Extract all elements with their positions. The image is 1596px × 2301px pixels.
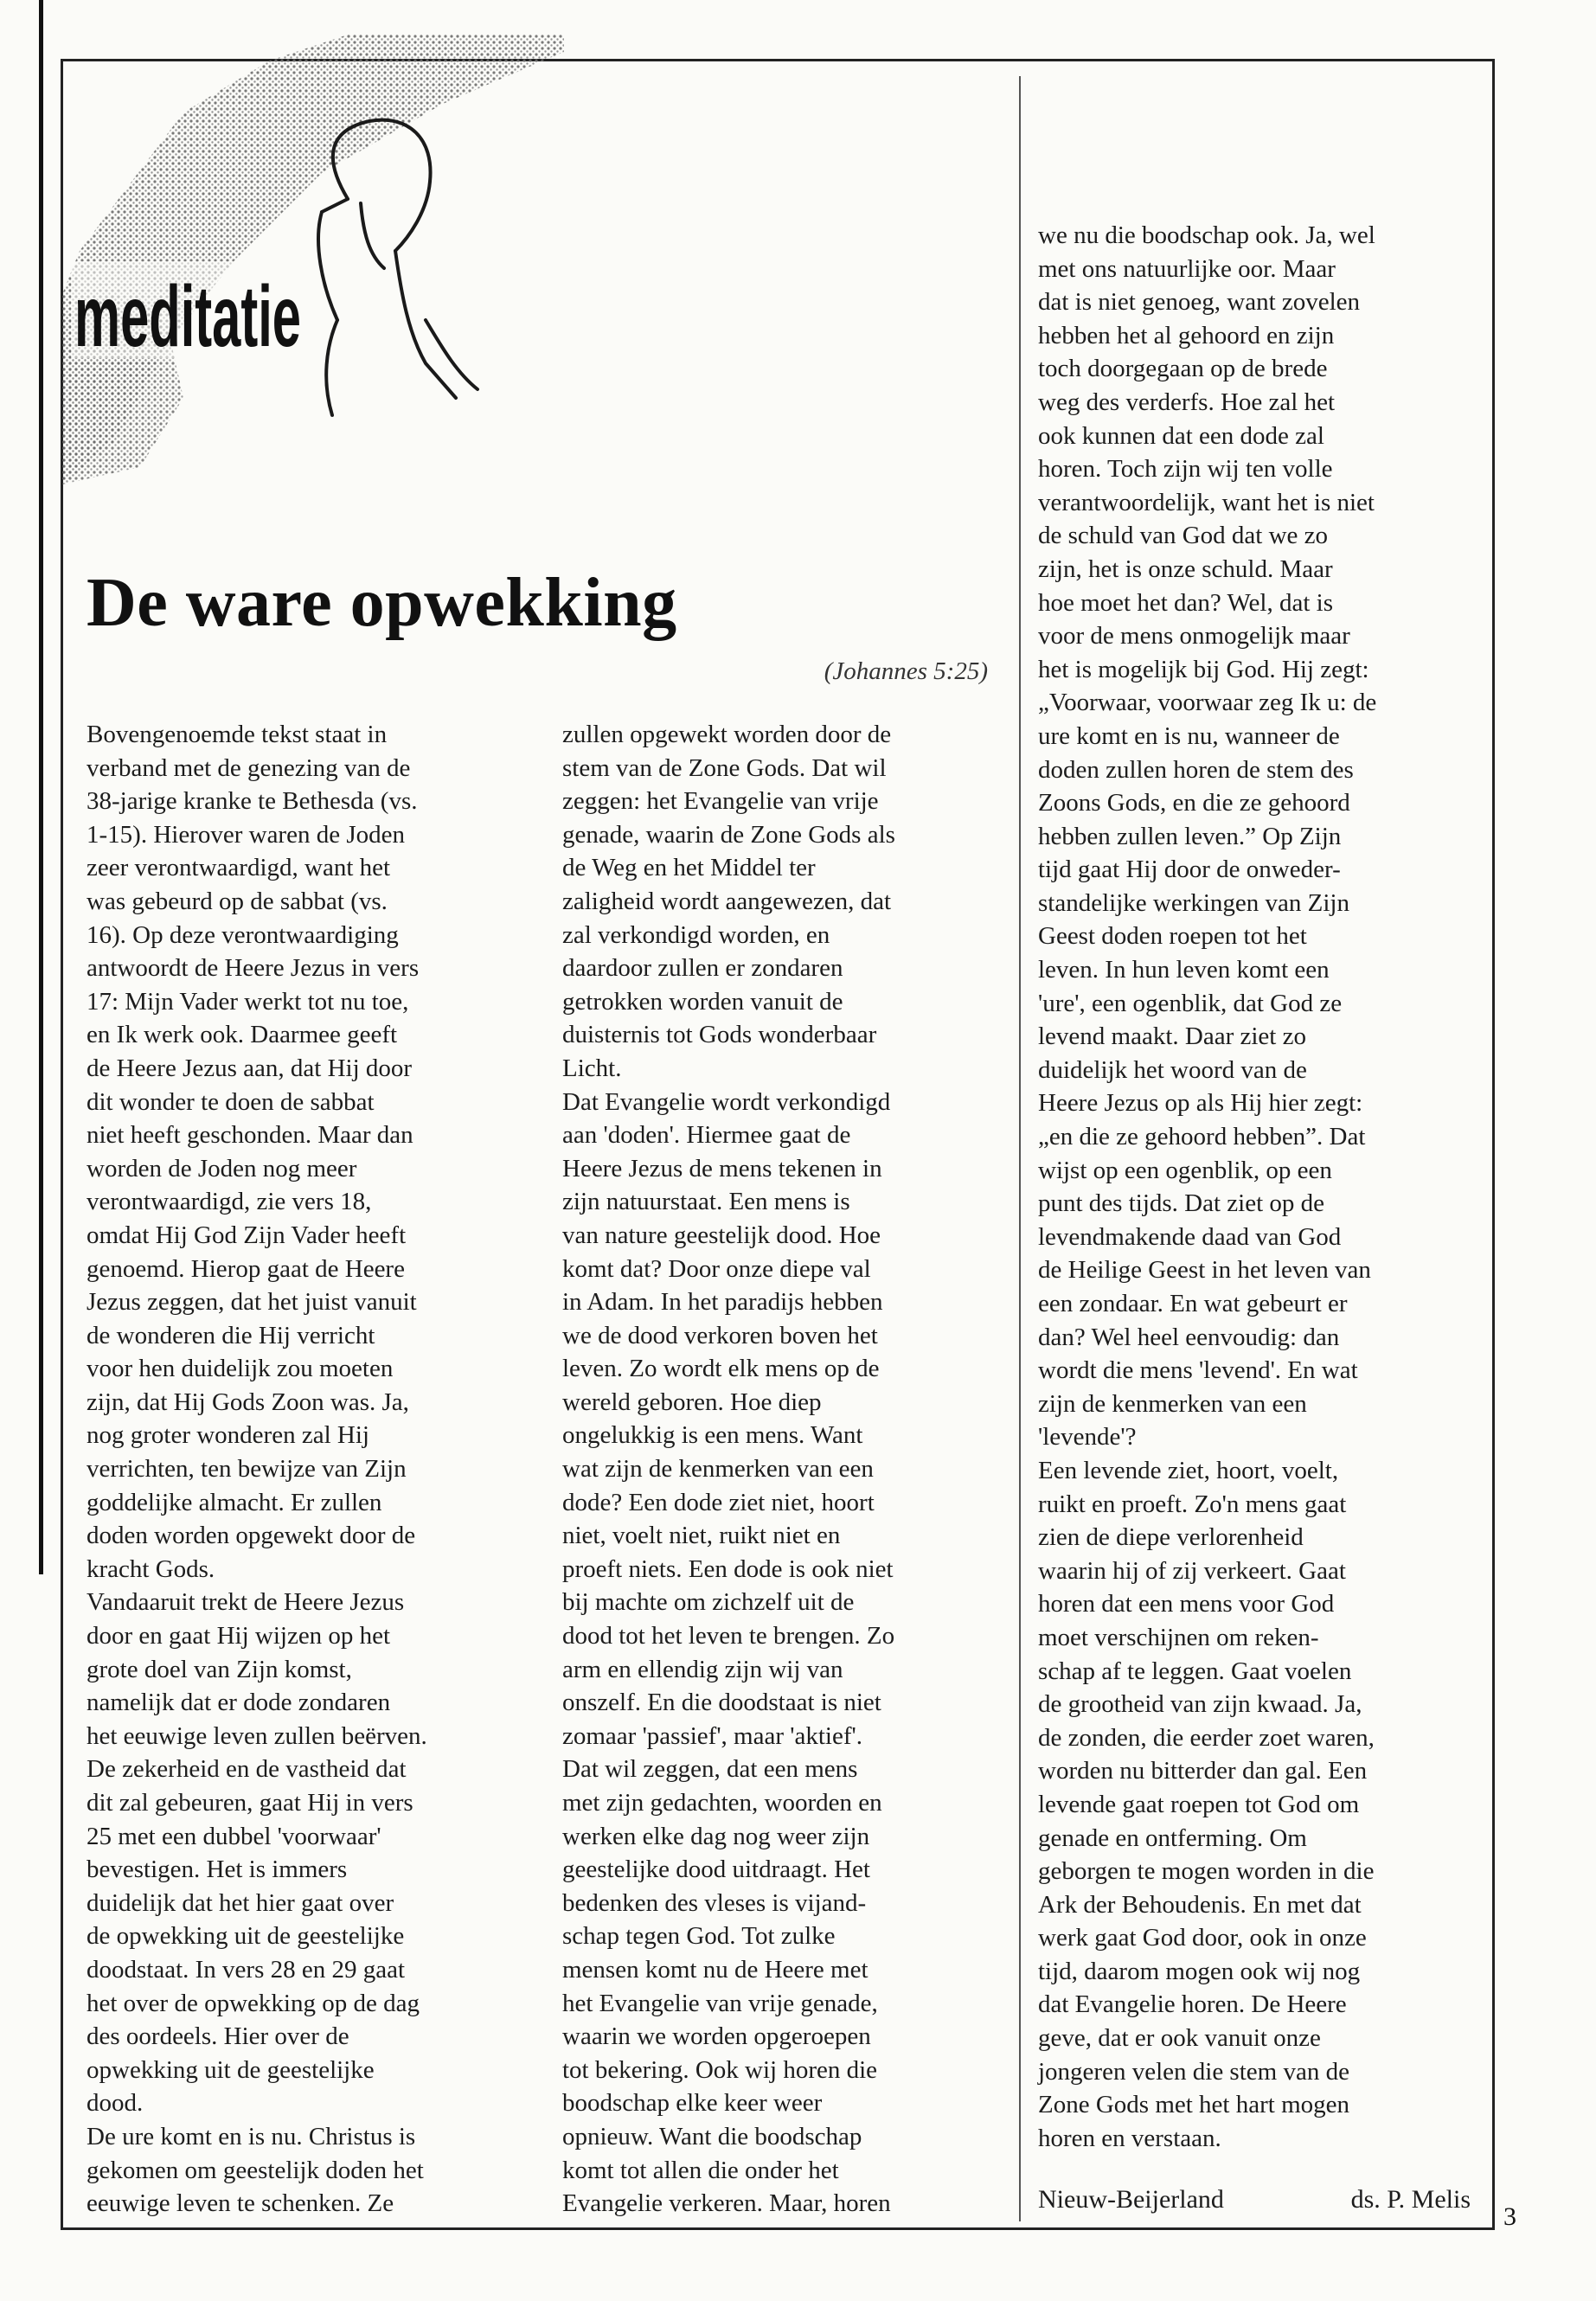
text-line: werk gaat God door, ook in onze [1038,1924,1367,1952]
text-line: ook kunnen dat een dode zal [1038,421,1324,450]
text-line: Heere Jezus de mens tekenen in [562,1154,882,1183]
text-line: Vandaaruit trekt de Heere Jezus [87,1588,405,1617]
text-line: wat zijn de kenmerken van een [562,1455,874,1484]
text-line: verband met de genezing van de [87,753,411,782]
article-title: De ware opwekking [87,565,677,641]
text-line: 38-jarige kranke te Bethesda (vs. [87,787,418,816]
text-line: zijn, het is onze schuld. Maar [1038,554,1333,583]
text-line: goddelijke almacht. Er zullen [87,1488,382,1516]
text-line: en Ik werk ook. Daarmee geeft [87,1021,398,1049]
text-line: Heere Jezus op als Hij hier zegt: [1038,1089,1363,1118]
text-line: worden nu bitterder dan gal. Een [1038,1757,1368,1785]
text-line: horen. Toch zijn wij ten volle [1038,455,1333,484]
text-line: tot bekering. Ook wij horen die [562,2055,878,2084]
text-line: verontwaardigd, zie vers 18, [87,1188,372,1216]
text-line: dan? Wel heel eenvoudig: dan [1038,1323,1340,1351]
text-line: zomaar 'passief', maar 'aktief'. [562,1721,862,1750]
meditation-illustration [62,35,564,484]
text-column-2 [562,718,995,2221]
text-line: doden zullen horen de stem des [1038,755,1354,784]
text-line: we nu die boodschap ook. Ja, wel [1038,221,1375,249]
text-line: Een levende ziet, hoort, voelt, [1038,1456,1339,1484]
text-line: Ark der Behoudenis. En met dat [1038,1890,1362,1919]
text-line: leven. In hun leven komt een [1038,956,1330,984]
text-line: Zoons Gods, en die ze gehoord [1038,789,1350,817]
text-line: Dat wil zeggen, dat een mens [562,1755,858,1784]
text-line: voor de mens onmogelijk maar [1038,622,1350,651]
text-line: in Adam. In het paradijs hebben [562,1288,883,1317]
text-line: tijd, daarom mogen ook wij nog [1038,1957,1361,1985]
text-line: het Evangelie van vrije genade, [562,1989,878,2017]
text-line: was gebeurd op de sabbat (vs. [87,887,388,915]
text-line: zijn, dat Hij Gods Zoon was. Ja, [87,1388,409,1416]
text-line: het is mogelijk bij God. Hij zegt: [1038,655,1369,683]
text-line: wereld geboren. Hoe diep [562,1388,822,1416]
text-line: de opwekking uit de geestelijke [87,1922,405,1951]
text-line: bedenken des vleses is vijand- [562,1888,867,1917]
text-line: de zonden, die eerder zoet waren, [1038,1723,1375,1752]
text-line: onszelf. En die doodstaat is niet [562,1689,881,1717]
text-line: getrokken worden vanuit de [562,987,843,1016]
text-line: het eeuwige leven zullen beërven. [87,1721,427,1750]
text-line: dood. [87,2089,144,2118]
column-divider [1019,76,1021,2221]
text-line: des oordeels. Hier over de [87,2022,349,2051]
text-line: leven. Zo wordt elk mens op de [562,1355,880,1383]
text-line: De ure komt en is nu. Christus is [87,2122,416,2150]
text-line: jongeren velen die stem van de [1038,2057,1349,2086]
text-line: „Voorwaar, voorwaar zeg Ik u: de [1038,689,1377,717]
text-line: worden de Joden nog meer [87,1154,357,1183]
text-line: genade en ontferming. Om [1038,1823,1307,1852]
text-line: moet verschijnen om reken- [1038,1623,1319,1651]
text-line: eeuwige leven te schenken. Ze [87,2189,394,2218]
text-line: bij machte om zichzelf uit de [562,1588,855,1617]
text-line: genade, waarin de Zone Gods als [562,820,895,849]
text-line: hoe moet het dan? Wel, dat is [1038,588,1334,617]
text-line: ruikt en proeft. Zo'n mens gaat [1038,1490,1347,1518]
text-line: de grootheid van zijn kwaad. Ja, [1038,1690,1362,1719]
text-line: geestelijke dood uitdraagt. Het [562,1856,870,1884]
text-line: ongelukkig is een mens. Want [562,1421,863,1450]
text-line: 17: Mijn Vader werkt tot nu toe, [87,987,409,1016]
text-line: 'ure', een ogenblik, dat God ze [1038,989,1343,1017]
text-line: Licht. [562,1054,622,1082]
text-line: dit wonder te doen de sabbat [87,1087,375,1116]
text-column-1 [87,718,519,2221]
text-line: stem van de Zone Gods. Dat wil [562,753,887,782]
text-line: komt dat? Door onze diepe val [562,1254,871,1283]
text-line: 'levende'? [1038,1423,1137,1452]
text-line: zijn de kenmerken van een [1038,1389,1307,1418]
text-line: namelijk dat er dode zondaren [87,1689,391,1717]
text-line: hebben zullen leven.” Op Zijn [1038,822,1342,850]
text-line: daardoor zullen er zondaren [562,954,843,983]
section-label: meditatie [74,268,301,365]
text-line: doden worden opgewekt door de [87,1522,416,1550]
text-line: zaligheid wordt aangewezen, dat [562,887,892,915]
page-number: 3 [1503,2202,1516,2231]
praying-figure-drawing [318,120,478,415]
text-line: de Heere Jezus aan, dat Hij door [87,1054,413,1082]
binding-edge [39,0,43,1574]
text-column-3 [1038,219,1471,2155]
text-line: met zijn gedachten, woorden en [562,1789,882,1817]
text-line: de schuld van God dat we zo [1038,522,1329,550]
text-line: weg des verderfs. Hoe zal het [1038,388,1336,416]
text-line: 16). Op deze verontwaardiging [87,920,399,949]
text-line: 25 met een dubbel 'voorwaar' [87,1822,381,1850]
text-line: komt tot allen die onder het [562,2156,839,2184]
text-line: boodschap elke keer weer [562,2089,823,2118]
text-line: wordt die mens 'levend'. En wat [1038,1356,1358,1385]
text-line: verrichten, ten bewijze van Zijn [87,1455,407,1484]
text-line: de Heilige Geest in het leven van [1038,1256,1371,1285]
text-line: grote doel van Zijn komst, [87,1655,352,1683]
author-name: ds. P. Melis [1350,2185,1471,2214]
text-line: horen en verstaan. [1038,2124,1221,2152]
text-line: mensen komt nu de Heere met [562,1955,869,1984]
text-line: ure komt en is nu, wanneer de [1038,721,1340,750]
text-line: doodstaat. In vers 28 en 29 gaat [87,1955,406,1984]
text-line: duidelijk het woord van de [1038,1055,1307,1084]
text-line: de Weg en het Middel ter [562,854,816,882]
text-line: dit zal gebeuren, gaat Hij in vers [87,1789,413,1817]
text-line: punt des tijds. Dat ziet op de [1038,1189,1325,1218]
text-line: van nature geestelijk dood. Hoe [562,1221,881,1249]
text-line: toch doorgegaan op de brede [1038,355,1328,383]
text-line: 1-15). Hierover waren de Joden [87,820,405,849]
text-line: duisternis tot Gods wonderbaar [562,1021,877,1049]
text-line: horen dat een mens voor God [1038,1590,1335,1618]
text-line: hebben het al gehoord en zijn [1038,321,1335,349]
text-line: zullen opgewekt worden door de [562,721,892,748]
text-line: een zondaar. En wat gebeurt er [1038,1290,1348,1317]
text-line: levende gaat roepen tot God om [1038,1790,1360,1818]
text-line: zeer verontwaardigd, want het [87,854,391,882]
text-line: nog groter wonderen zal Hij [87,1421,369,1450]
text-line: zeggen: het Evangelie van vrije [562,787,879,816]
text-line: arm en ellendig zijn wij van [562,1655,843,1683]
text-line: schap tegen God. Tot zulke [562,1922,836,1951]
text-line: proeft niets. Een dode is ook niet [562,1554,894,1583]
text-line: Jezus zeggen, dat het juist vanuit [87,1288,417,1317]
text-line: voor hen duidelijk zou moeten [87,1355,394,1383]
text-line: gekomen om geestelijk doden het [87,2156,424,2184]
text-line: geve, dat er ook vanuit onze [1038,2024,1321,2053]
text-line: schap af te leggen. Gaat voelen [1038,1657,1352,1685]
text-line: de wonderen die Hij verricht [87,1321,375,1349]
text-line: niet, voelt niet, ruikt niet en [562,1522,841,1550]
text-line: we de dood verkoren boven het [562,1321,878,1349]
text-line: Dat Evangelie wordt verkondigd [562,1087,891,1116]
signature-line [1038,2185,1471,2214]
text-line: geborgen te mogen worden in die [1038,1857,1375,1886]
text-line: aan 'doden'. Hiermee gaat de [562,1121,851,1150]
text-line: bevestigen. Het is immers [87,1856,348,1884]
text-line: verantwoordelijk, want het is niet [1038,488,1375,516]
text-line: het over de opwekking op de dag [87,1989,420,2017]
text-line: genoemd. Hierop gaat de Heere [87,1254,405,1283]
text-line: waarin hij of zij verkeert. Gaat [1038,1556,1346,1585]
text-line: omdat Hij God Zijn Vader heeft [87,1221,407,1249]
text-line: Zone Gods met het hart mogen [1038,2091,1349,2119]
text-line: dood tot het leven te brengen. Zo [562,1622,895,1650]
text-line: wijst op een ogenblik, op een [1038,1156,1332,1184]
text-line: levendmakende daad van God [1038,1222,1342,1251]
text-line: met ons natuurlijke oor. Maar [1038,254,1336,283]
text-line: zien de diepe verlorenheid [1038,1523,1304,1552]
text-line: opnieuw. Want die boodschap [562,2122,862,2150]
text-line: zijn natuurstaat. Een mens is [562,1188,850,1216]
text-line: Evangelie verkeren. Maar, horen [562,2189,891,2218]
text-line: dat is niet genoeg, want zovelen [1038,288,1361,317]
text-line: door en gaat Hij wijzen op het [87,1622,391,1650]
text-line: standelijke werkingen van Zijn [1038,888,1349,917]
text-line: waarin we worden opgeroepen [562,2022,871,2051]
text-line: duidelijk dat het hier gaat over [87,1888,394,1917]
text-line: Geest doden roepen tot het [1038,922,1307,951]
text-line: Bovengenoemde tekst staat in [87,721,388,748]
text-line: zal verkondigd worden, en [562,920,830,949]
text-line: dat Evangelie horen. De Heere [1038,1990,1347,2019]
text-line: niet heeft geschonden. Maar dan [87,1121,413,1150]
text-line: „en die ze gehoord hebben”. Dat [1038,1123,1366,1151]
text-line: opwekking uit de geestelijke [87,2055,375,2084]
text-line: dode? Een dode ziet niet, hoort [562,1488,875,1516]
text-line: werken elke dag nog weer zijn [562,1822,870,1850]
text-line: kracht Gods. [87,1554,215,1583]
scripture-reference: (Johannes 5:25) [824,657,988,685]
text-line: De zekerheid en de vastheid dat [87,1755,407,1784]
text-line: tijd gaat Hij door de onweder- [1038,856,1341,884]
text-line: levend maakt. Daar ziet zo [1038,1022,1306,1051]
place-name: Nieuw-Beijerland [1038,2185,1224,2214]
text-line: antwoordt de Heere Jezus in vers [87,954,420,983]
